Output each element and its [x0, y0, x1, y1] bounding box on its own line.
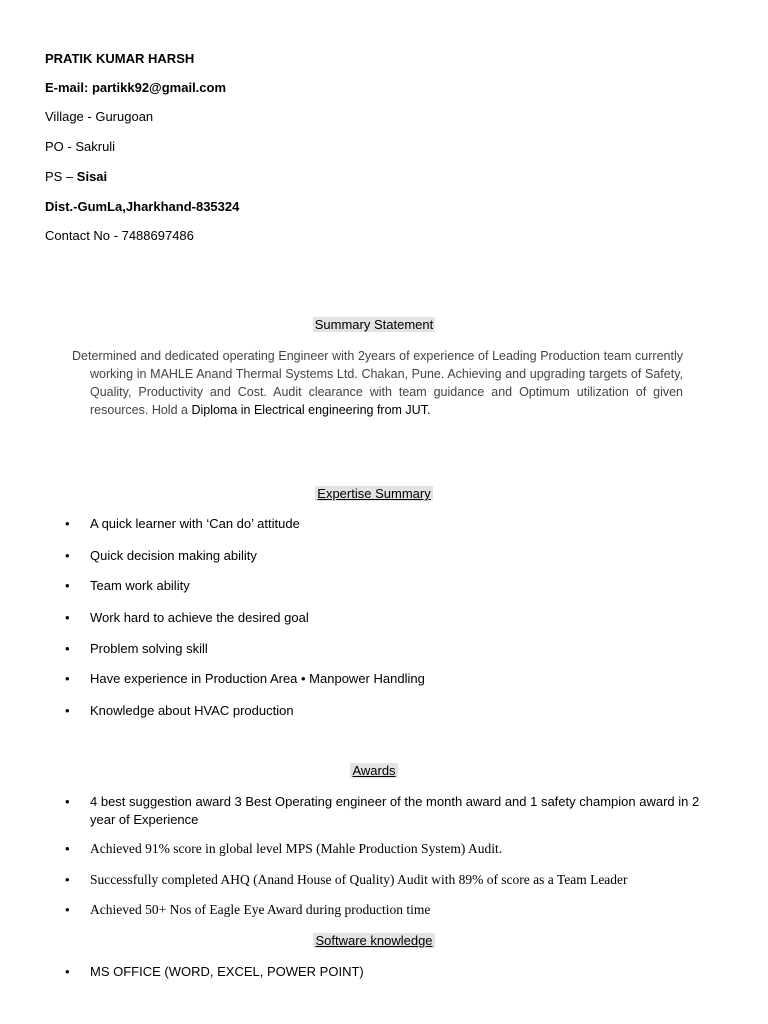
bullet-icon: •	[65, 841, 70, 856]
list-item: • Successfully completed AHQ (Anand House of Quality) Audit with 89% of score as a Team Leader	[65, 872, 628, 887]
list-item: • MS OFFICE (WORD, EXCEL, POWER POINT)	[65, 964, 364, 979]
summary-heading: Summary Statement	[314, 317, 434, 332]
bullet-icon: •	[65, 516, 70, 531]
email-line: E-mail: partikk92@gmail.com	[45, 80, 227, 95]
bullet-icon: •	[65, 703, 70, 718]
ps-line	[45, 169, 107, 185]
bullet-icon: •	[65, 671, 70, 686]
ps-prefix: PS –	[45, 169, 77, 184]
bullet-icon: •	[65, 548, 70, 563]
candidate-name: PRATIK KUMAR HARSH	[45, 51, 195, 66]
list-item: • Achieved 50+ Nos of Eagle Eye Award during production time	[65, 902, 431, 917]
bullet-icon: •	[65, 902, 70, 917]
bullet-icon: •	[65, 641, 70, 656]
list-item: • Team work ability	[65, 578, 190, 593]
list-item: • Quick decision making ability	[65, 548, 257, 563]
list-item: • Knowledge about HVAC production	[65, 703, 294, 718]
district-line: Dist.-GumLa,Jharkhand-835324	[45, 199, 240, 214]
list-item: • Achieved 91% score in global level MPS (Mahle Production System) Audit.	[65, 841, 503, 856]
list-item: • 4 best suggestion award 3 Best Operating engineer of the month award and 1 safety champion award in 2 year of Experience	[65, 794, 700, 827]
summary-text: Determined and dedicated operating Engineer with 2years of experience of Leading Production team currently working in MAHLE Anand Thermal Systems Ltd. Chakan, Pune. Achieving and upgrading targets of Safety, Quality, Productivity and Cost. Audit clearance with team guidance and Optimum utilization of given resources. Hold a	[72, 349, 683, 417]
summary-highlight: Diploma in Electrical engineering from JUT.	[191, 403, 431, 417]
phone-line: Contact No - 7488697486	[45, 228, 194, 243]
list-item: • Work hard to achieve the desired goal	[65, 610, 309, 625]
bullet-icon: •	[65, 964, 70, 979]
list-item: • Problem solving skill	[65, 641, 208, 656]
list-item: • A quick learner with ‘Can do’ attitude	[65, 516, 300, 531]
awards-heading: Awards	[352, 763, 396, 778]
bullet-icon: •	[65, 610, 70, 625]
expertise-heading: Expertise Summary	[317, 486, 431, 501]
ps-value: Sisai	[76, 169, 108, 184]
bullet-icon: •	[65, 872, 70, 887]
list-item: • Have experience in Production Area • Manpower Handling	[65, 671, 425, 686]
bullet-icon: •	[65, 578, 70, 593]
po-line: PO - Sakruli	[45, 139, 116, 154]
bullet-icon: •	[65, 794, 70, 809]
village-line: Village - Gurugoan	[45, 109, 154, 124]
software-heading: Software knowledge	[315, 933, 433, 948]
summary-paragraph	[72, 347, 683, 419]
